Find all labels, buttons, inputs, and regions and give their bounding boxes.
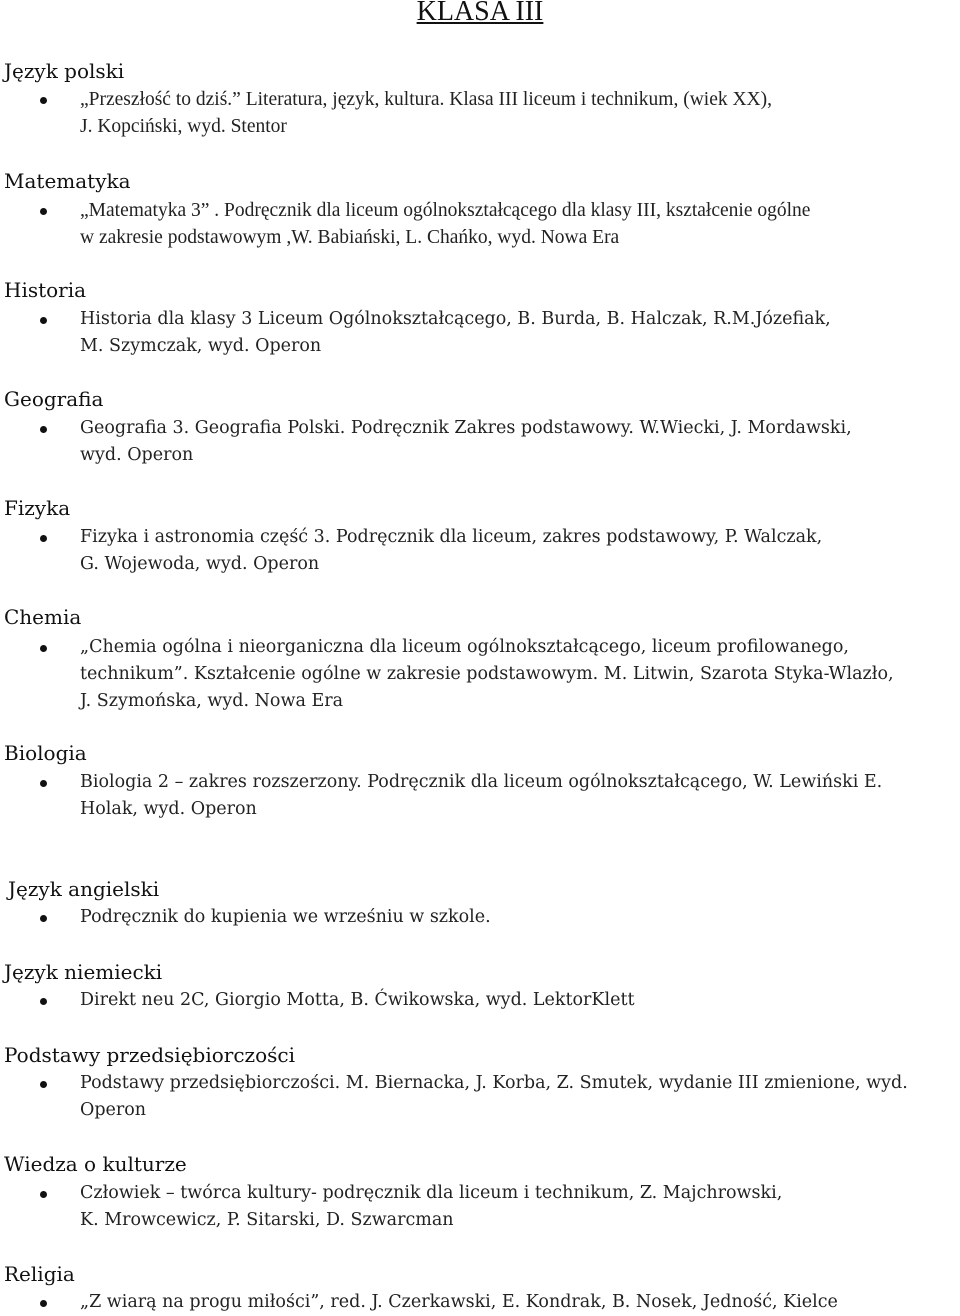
entry-line: w zakresie podstawowym ,W. Babiański, L. Chańko, wyd. Nowa Era <box>80 227 620 248</box>
book-entry-geography <box>80 415 960 469</box>
bullet <box>40 780 47 787</box>
entry-line: technikum”. Kształcenie ogólne w zakresie podstawowym. M. Litwin, Szarota Styka-Wlazło, <box>80 664 894 684</box>
entry-line: G. Wojewoda, wyd. Operon <box>80 554 320 574</box>
book-entry-polish <box>80 86 960 140</box>
subject-heading-biology: Biologia <box>4 741 87 765</box>
entry-line: Operon <box>80 1100 147 1120</box>
entry-line: Człowiek – twórca kultury- podręcznik dla liceum i technikum, Z. Majchrowski, <box>80 1183 783 1203</box>
book-entry-physics <box>80 524 960 578</box>
entry-line: Podstawy przedsiębiorczości. M. Biernacka, J. Korba, Z. Smutek, wydanie III zmienione, wyd. <box>80 1073 908 1093</box>
bullet <box>40 97 47 104</box>
subject-heading-history: Historia <box>4 278 87 302</box>
entry-line: K. Mrowcewicz, P. Sitarski, D. Szwarcman <box>80 1210 454 1230</box>
entry-line: Holak, wyd. Operon <box>80 799 257 819</box>
entry-line: J. Kopciński, wyd. Stentor <box>80 116 287 137</box>
entry-line: wyd. Operon <box>80 445 194 465</box>
subject-heading-religion: Religia <box>4 1262 75 1286</box>
entry-line: Geografia 3. Geografia Polski. Podręcznik Zakres podstawowy. W.Wiecki, J. Mordawski, <box>80 418 852 438</box>
entry-line: Podręcznik do kupienia we wrześniu w szkole. <box>80 907 491 927</box>
subject-heading-physics: Fizyka <box>4 496 71 520</box>
entry-line: „Chemia ogólna i nieorganiczna dla liceum ogólnokształcącego, liceum profilowanego, <box>80 637 849 657</box>
book-entry-chemistry <box>80 634 960 715</box>
bullet <box>40 1191 47 1198</box>
entry-line: M. Szymczak, wyd. Operon <box>80 336 322 356</box>
subject-heading-chemistry: Chemia <box>4 605 82 629</box>
page-title: KLASA III <box>416 0 544 27</box>
subject-heading-english: Język angielski <box>8 877 160 901</box>
bullet <box>40 535 47 542</box>
entry-line: „Z wiarą na progu miłości”, red. J. Czerkawski, E. Kondrak, B. Nosek, Jedność, Kielce <box>80 1292 838 1312</box>
book-entry-biology <box>80 769 960 823</box>
bullet <box>40 208 47 215</box>
entry-line: Fizyka i astronomia część 3. Podręcznik dla liceum, zakres podstawowy, P. Walczak, <box>80 527 823 547</box>
book-entry-entrepreneurship <box>80 1070 960 1124</box>
book-entry-math <box>80 197 960 251</box>
book-entry-english <box>80 904 960 931</box>
bullet <box>40 645 47 652</box>
entry-line: Biologia 2 – zakres rozszerzony. Podręcznik dla liceum ogólnokształcącego, W. Lewiński E. <box>80 772 883 792</box>
bullet <box>40 1081 47 1088</box>
bullet <box>40 1300 47 1307</box>
entry-line: Direkt neu 2C, Giorgio Motta, B. Ćwikowska, wyd. LektorKlett <box>80 990 635 1010</box>
entry-line: „Matematyka 3” . Podręcznik dla liceum ogólnokształcącego dla klasy III, kształcenie ogólne <box>80 200 811 221</box>
entry-line: „Przeszłość to dziś.” Literatura, język, kultura. Klasa III liceum i technikum, (wiek XX), <box>80 89 773 110</box>
book-entry-culture <box>80 1180 960 1234</box>
bullet <box>40 317 47 324</box>
subject-heading-culture: Wiedza o kulturze <box>4 1152 187 1176</box>
book-entry-german <box>80 987 960 1014</box>
bullet <box>40 998 47 1005</box>
bullet <box>40 915 47 922</box>
book-entry-religion <box>80 1289 960 1316</box>
entry-line: Historia dla klasy 3 Liceum Ogólnokształcącego, B. Burda, B. Halczak, R.M.Józefiak, <box>80 309 831 329</box>
book-entry-history <box>80 306 960 360</box>
subject-heading-geography: Geografia <box>4 387 104 411</box>
entry-line: J. Szymońska, wyd. Nowa Era <box>80 691 344 711</box>
bullet <box>40 426 47 433</box>
subject-heading-german: Język niemiecki <box>4 960 163 984</box>
subject-heading-polish: Język polski <box>4 59 125 83</box>
subject-heading-entrepreneurship: Podstawy przedsiębiorczości <box>4 1043 295 1067</box>
subject-heading-math: Matematyka <box>4 169 131 193</box>
